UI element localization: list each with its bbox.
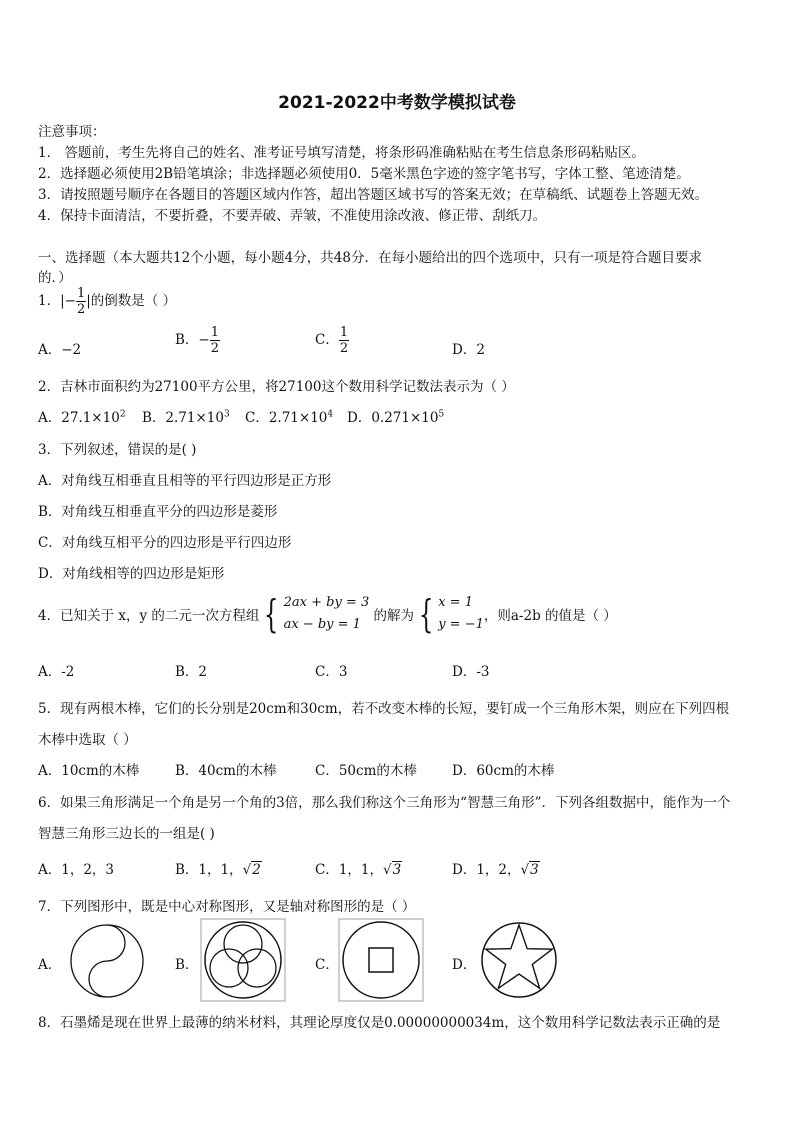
q5-option-b: B．40cm的木棒	[175, 763, 277, 779]
q6-option-c: C．1，1，√3	[315, 862, 402, 878]
three-circles-icon	[200, 918, 286, 1002]
question-1: 1．|− $\frac{1}{2}$ |的倒数是（ ）	[38, 286, 177, 317]
q1-option-b: B．− $\frac{1}{2}$	[175, 325, 220, 356]
notice-item-4: 4．保持卡面清洁，不要折叠，不要弄破、弄皱，不准使用涂改液、修正带、刮纸刀。	[38, 208, 547, 224]
star-in-circle-icon	[478, 920, 560, 1000]
q6-option-a: A．1，2，3	[38, 862, 115, 878]
left-brace: {	[418, 592, 434, 636]
equation-system: 2ax + by = 3 ax − by = 1	[283, 595, 370, 632]
q2-option-a: A．$27.1\times 10^2$	[38, 409, 126, 426]
q7-option-b: B．	[175, 957, 199, 973]
notice-item-2: 2．选择题必须使用2B铅笔填涂；非选择题必须使用0．5毫米黑色字迹的签字笔书写，字体工整、笔迹清楚。	[38, 166, 690, 182]
left-brace: {	[264, 592, 279, 636]
q4-option-a: A．-2	[38, 664, 75, 680]
q2-option-d: D．$0.271\times 10^5$	[347, 409, 445, 426]
q1-option-d: D．2	[452, 342, 485, 358]
q7-option-d: D．	[452, 957, 477, 973]
q7-option-a: A．	[38, 957, 62, 973]
solution-system: x = 1 y = −1	[438, 595, 484, 632]
section-heading-cont: 的．）	[38, 270, 72, 286]
notice-item-3: 3．请按照题号顺序在各题目的答题区域内作答，超出答题区域书写的答案无效；在草稿纸、试题卷上答题无效。	[38, 187, 709, 203]
q4-option-b: B．2	[175, 664, 208, 680]
q4-option-c: C．3	[315, 664, 348, 680]
question-5: 5．现有两根木棒，它们的长分别是20cm和30cm，若不改变木棒的长短，要钉成一个三角形木架，则应在下列四根	[38, 701, 730, 717]
q3-option-d: D．对角线相等的四边形是矩形	[38, 566, 225, 582]
q2-option-c: C．$2.71\times 10^4$	[245, 409, 334, 426]
question-7: 7．下列图形中，既是中心对称图形，又是轴对称图形的是（ ）	[38, 899, 416, 915]
question-2: 2．吉林市面积约为27100平方公里，将27100这个数用科学记数法表示为（ ）	[38, 379, 515, 395]
question-8: 8．石墨烯是现在世界上最薄的纳米材料，其理论厚度仅是0.00000000034m，这个数用科学记数法表示正确的是	[38, 1015, 721, 1031]
question-3: 3．下列叙述，错误的是( )	[38, 442, 197, 458]
fraction: $\frac{1}{2}$	[76, 286, 86, 317]
sqrt-symbol: √3	[383, 862, 402, 878]
page-title: 2021-2022中考数学模拟试卷	[278, 93, 516, 113]
question-6: 6．如果三角形满足一个角是另一个角的3倍，那么我们称这个三角形为“智慧三角形”．下列各组数据中，能作为一个	[38, 795, 731, 811]
yin-yang-icon	[65, 922, 149, 1000]
section-heading: 一、选择题（本大题共12个小题，每小题4分，共48分．在每小题给出的四个选项中，只有一项是符合题目要求	[38, 250, 702, 266]
q1-option-c: C． $\frac{1}{2}$	[315, 325, 349, 356]
q3-option-a: A．对角线互相垂直且相等的平行四边形是正方形	[38, 473, 332, 489]
q1-option-a: A．−2	[38, 342, 82, 358]
question-5-cont: 木棒中选取（ ）	[38, 732, 137, 748]
question-4: 4．已知关于 x，y 的二元一次方程组 { 2ax + by = 3 ax − by = 1 的解为 { x = 1 y = −1 ，则a-2b 的值是（ ）	[38, 592, 617, 636]
sqrt-symbol: √2	[242, 862, 261, 878]
q5-option-a: A．10cm的木棒	[38, 763, 140, 779]
notice-item-1: 1． 答题前，考生先将自己的姓名、准考证号填写清楚，将条形码准确粘贴在考生信息条形码粘贴区。	[38, 145, 645, 161]
notice-heading: 注意事项：	[38, 124, 106, 140]
q4-option-d: D．-3	[452, 664, 490, 680]
q7-option-c: C．	[315, 957, 339, 973]
q2-option-b: B．$2.71\times 10^3$	[142, 409, 230, 426]
question-6-cont: 智慧三角形三边长的一组是( )	[38, 826, 215, 842]
sqrt-symbol: √3	[520, 862, 539, 878]
q5-option-c: C．50cm的木棒	[315, 763, 417, 779]
q6-option-d: D．1，2，√3	[452, 862, 539, 878]
q6-option-b: B．1，1，√2	[175, 862, 261, 878]
square-in-circle-icon	[338, 918, 424, 1002]
q5-option-d: D．60cm的木棒	[452, 763, 555, 779]
q3-option-b: B．对角线互相垂直平分的四边形是菱形	[38, 504, 278, 520]
q3-option-c: C．对角线互相平分的四边形是平行四边形	[38, 535, 292, 551]
